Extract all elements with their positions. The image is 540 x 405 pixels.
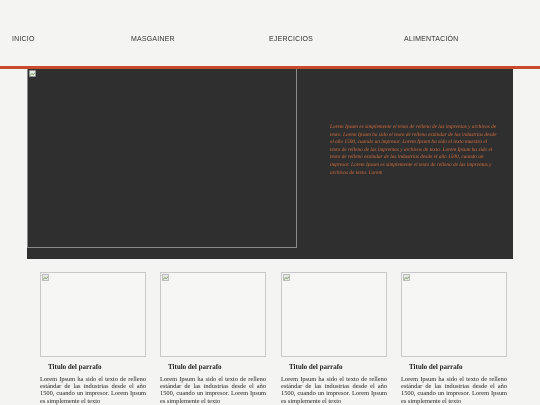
card-image (281, 272, 387, 357)
card-text: Lorem Ipsum ha sido el texto de relleno estándar de las industrias desde el año 1500, cuando un impresor. Lorem Ipsum es simplemente el texto (281, 376, 387, 405)
nav-item-ejercicios[interactable]: EJERCICIOS (269, 36, 314, 43)
card-image (160, 272, 266, 357)
broken-image-icon (29, 70, 36, 77)
card-title: Titulo del parrafo (48, 363, 102, 371)
content-card (40, 272, 146, 405)
broken-image-icon (283, 274, 290, 281)
nav-item-masgainer[interactable]: MASGAINER (131, 36, 175, 43)
card-title: Titulo del parrafo (289, 363, 343, 371)
broken-image-icon (42, 274, 49, 281)
content-card (160, 272, 266, 405)
card-title: Titulo del parrafo (409, 363, 463, 371)
hero-section (27, 69, 513, 259)
hero-image (27, 69, 297, 248)
content-card (401, 272, 507, 405)
card-image (401, 272, 507, 357)
broken-image-icon (162, 274, 169, 281)
broken-image-icon (403, 274, 410, 281)
nav-item-inicio[interactable]: INICIO (12, 36, 35, 43)
nav-item-alimentacion[interactable]: ALIMENTACIÓN (404, 36, 459, 43)
card-text: Lorem Ipsum ha sido el texto de relleno estándar de las industrias desde el año 1500, cuando un impresor. Lorem Ipsum es simplemente el texto (401, 376, 507, 405)
card-image (40, 272, 146, 357)
top-nav (0, 0, 540, 66)
card-text: Lorem Ipsum ha sido el texto de relleno estándar de las industrias desde el año 1500, cuando un impresor. Lorem Ipsum es simplemente el texto (40, 376, 146, 405)
card-title: Titulo del parrafo (168, 363, 222, 371)
content-card (281, 272, 387, 405)
card-text: Lorem Ipsum ha sido el texto de relleno estándar de las industrias desde el año 1500, cuando un impresor. Lorem Ipsum es simplemente el texto (160, 376, 266, 405)
hero-paragraph: Lorem Ipsum es simplemente el texto de relleno de las imprentas y archivos de texto. Lorem Ipsum ha sido el texto de relleno estándar de las industrias desde el año 1500, cuando un impresor. Lorem Ipsum ha sido el texto muestra el texto de relleno de las imprentas y archivos de texto. Lorem Ipsum ha sido el texto de relleno estándar de las industrias desde el año 1500, cuando un impresor. Lorem Ipsum es simplemente el texto de relleno de las imprentas y archivos de texto. Lorem (330, 124, 497, 176)
